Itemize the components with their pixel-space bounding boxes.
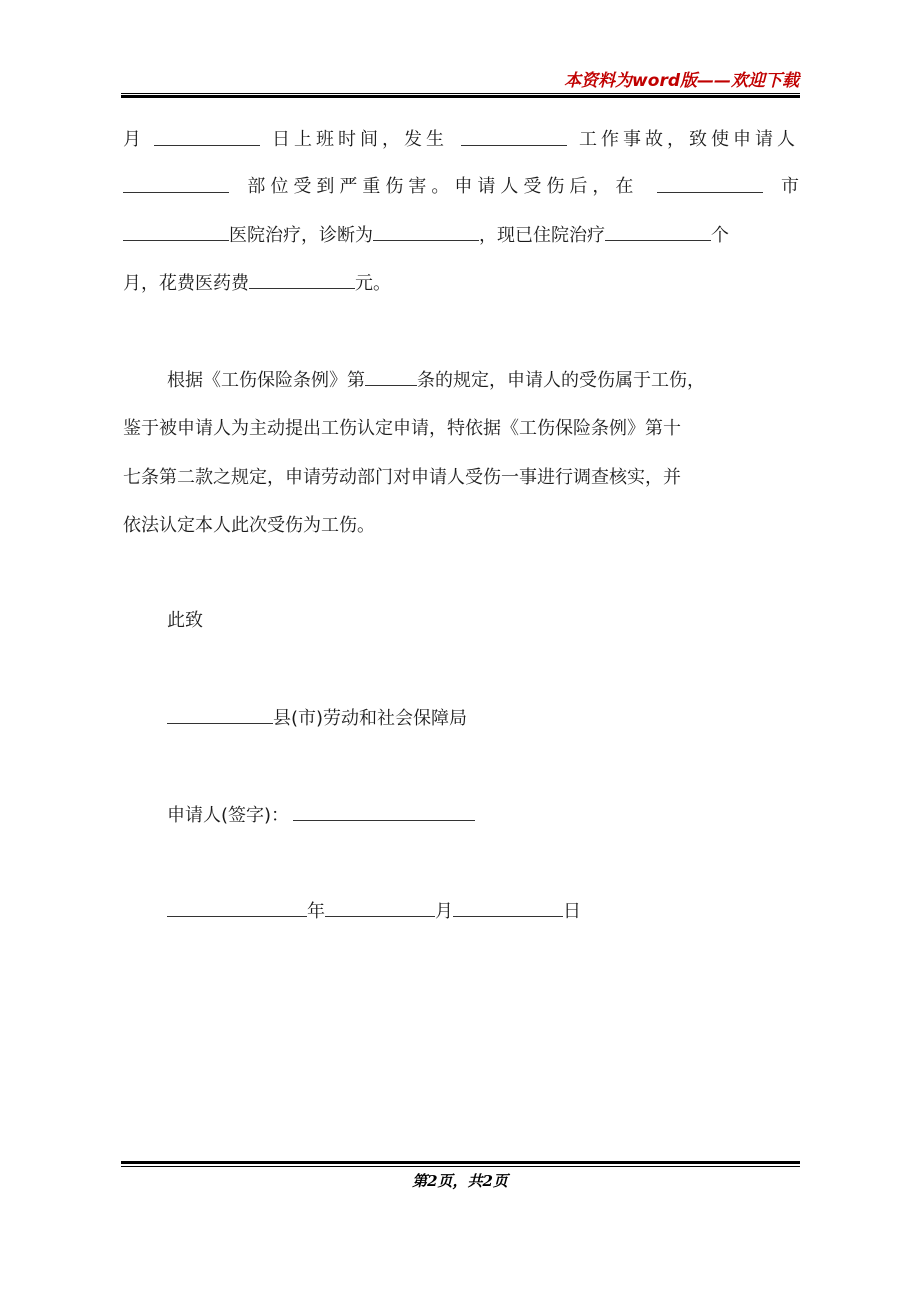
blank-hospital [123,222,229,241]
text-regulation-rest: 条的规定，申请人的受伤属于工伤， [417,370,705,391]
blank-body-part [123,174,229,193]
paragraph1-line3 [123,222,799,249]
header-rule-thin [121,93,800,94]
header-rule-thick [121,95,800,98]
blank-diagnosis [373,222,479,241]
blank-county [167,705,273,724]
blank-month-date [325,898,435,917]
text-day: 日 [563,901,581,922]
signature-line [167,802,799,829]
blank-year [167,898,307,917]
text-expense: 月，花费医药费 [123,273,249,294]
text-applicant-signature: 申请人(签字)： [167,805,290,826]
blank-day [453,898,563,917]
text-month-date: 月 [435,901,453,922]
footer-rule-thick [121,1161,800,1164]
paragraph2-line4: 依法认定本人此次受伤为工伤。 [123,515,375,536]
page-number: 第2页，共2页 [412,1172,508,1190]
paragraph1-line4 [123,270,799,297]
paragraph2-line2: 鉴于被申请人为主动提出工伤认定申请，特依据《工伤保险条例》第十 [123,418,681,439]
text-hospitalized: ，现已住院治疗 [479,225,605,246]
salutation: 此致 [167,610,203,631]
text-recipient: 县(市)劳动和社会保障局 [273,708,468,729]
text-injury: 部位受到严重伤害。申请人受伤后，在 [247,176,639,197]
text-year: 年 [307,901,325,922]
blank-expense [249,270,355,289]
text-city: 市 [780,176,799,197]
date-line [167,898,799,925]
header-title: 本资料为word版——欢迎下载 [564,71,799,91]
paragraph1-line2 [123,174,799,200]
text-accident: 工作事故，致使申请人 [579,129,799,150]
paragraph2-line3: 七条第二款之规定，申请劳动部门对申请人受伤一事进行调查核实，并 [123,467,681,488]
recipient-line [167,705,799,732]
text-yuan: 元。 [355,273,391,294]
blank-signature [293,802,475,821]
paragraph2-line1 [167,367,799,394]
blank-month [154,127,260,146]
blank-accident-type [461,127,567,146]
text-hospital: 医院治疗，诊断为 [229,225,373,246]
text-workday: 日上班时间，发生 [272,129,448,150]
blank-article [365,367,417,386]
blank-months [605,222,711,241]
text-unit: 个 [711,225,729,246]
text-month: 月 [123,129,141,150]
text-regulation: 根据《工伤保险条例》第 [167,370,365,391]
footer-rule-thin [121,1166,800,1167]
paragraph1-line1 [123,127,799,153]
blank-city [657,174,763,193]
